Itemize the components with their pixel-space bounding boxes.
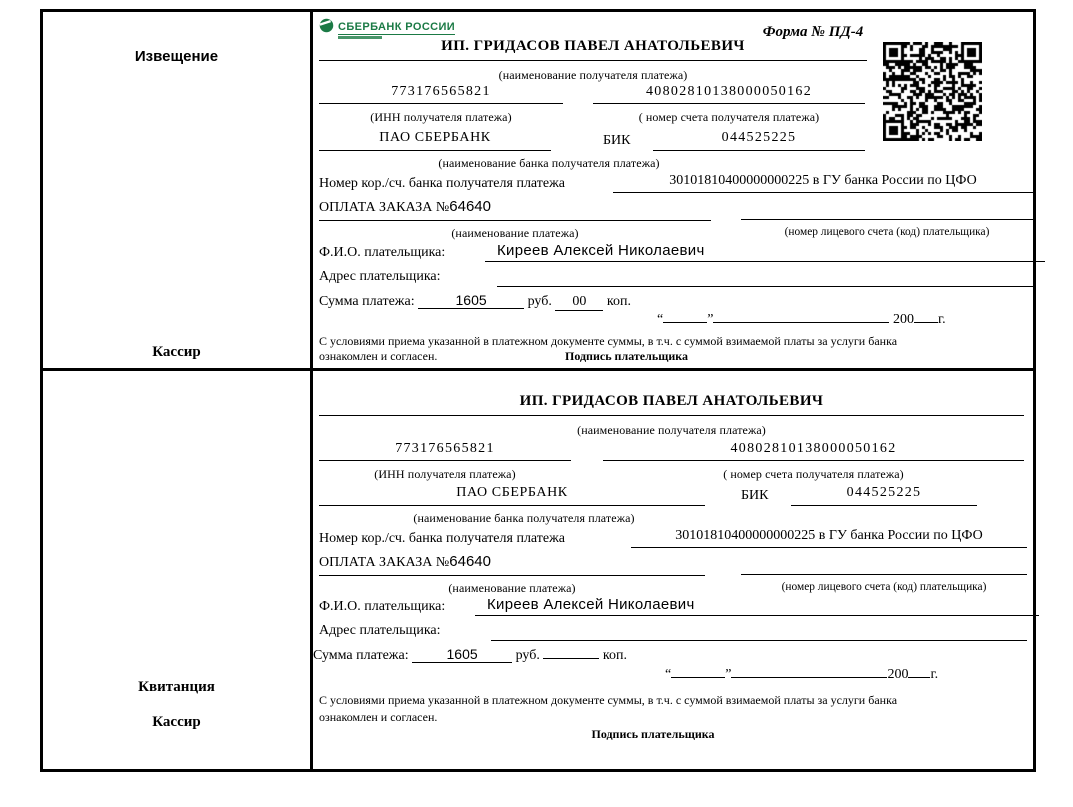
sberbank-emblem-icon [319, 18, 334, 38]
payment-name-label: ОПЛАТА ЗАКАЗА № [319, 200, 450, 215]
kop-label: коп. [606, 294, 631, 309]
corr-account-value: 30101810400000000225 в ГУ банка России по ЦФО [631, 528, 1027, 548]
terms-line1: С условиями приема указанной в платежном документе суммы, в т.ч. с суммой взимаемой платы за услуги банка [319, 693, 898, 707]
sum-kop-value: 00 [555, 294, 603, 311]
terms-line1: С условиями приема указанной в платежном документе суммы, в т.ч. с суммой взимаемой платы за услуги банка [319, 334, 898, 348]
personal-account-line [741, 553, 1027, 575]
year-suffix: г. [930, 667, 939, 682]
payment-caption: (наименование платежа) [451, 226, 579, 240]
bik-label: БИК [741, 488, 769, 503]
payer-label: Ф.И.О. плательщика: [319, 599, 446, 614]
date-day-line [671, 677, 725, 678]
payer-name-value: Киреев Алексей Николаевич [485, 242, 1045, 262]
open-quote: “ [657, 312, 664, 327]
kop-label: коп. [602, 648, 627, 663]
bank-name: ПАО СБЕРБАНК [319, 130, 551, 151]
bik-value: 044525225 [791, 485, 977, 506]
bank-name: ПАО СБЕРБАНК [319, 485, 705, 506]
sberbank-logo [319, 17, 455, 39]
close-quote: ” [707, 312, 714, 327]
close-quote: ” [725, 667, 732, 682]
address-value [497, 268, 1033, 287]
sum-row [319, 292, 631, 311]
payee-name: ИП. ГРИДАСОВ ПАВЕЛ АНАТОЛЬЕВИЧ [319, 38, 867, 61]
receipt-main-cell [313, 371, 1033, 769]
corr-account-value: 30101810400000000225 в ГУ банка России по ЦФО [613, 173, 1033, 193]
account-value: 40802810138000050162 [603, 441, 1024, 461]
open-quote: “ [665, 667, 672, 682]
sum-label: Сумма платежа: [313, 648, 409, 663]
corr-account-label: Номер кор./сч. банка получателя платежа [319, 531, 565, 546]
account-value: 40802810138000050162 [593, 84, 865, 104]
payment-name-label: ОПЛАТА ЗАКАЗА № [319, 555, 450, 570]
personal-account-caption: (номер лицевого счета (код) плательщика) [784, 226, 990, 238]
payment-caption: (наименование платежа) [448, 581, 576, 595]
receipt-side-cell [43, 371, 313, 769]
date-day-line [663, 322, 707, 323]
sum-rub-value: 1605 [418, 292, 524, 309]
notice-cashier-label: Кассир [152, 344, 201, 360]
sum-label: Сумма платежа: [319, 294, 415, 309]
notice-side-cell [43, 12, 313, 371]
date-row [665, 667, 995, 683]
receipt-cashier-label: Кассир [152, 714, 201, 730]
sum-row [313, 646, 627, 664]
sum-rub-value: 1605 [412, 646, 512, 663]
year-prefix: 200 [887, 667, 909, 682]
bik-value: 044525225 [653, 130, 865, 151]
year-prefix: 200 [892, 312, 914, 327]
bank-caption: (наименование банка получателя платежа) [438, 156, 660, 170]
payment-name-row [319, 553, 705, 576]
payee-caption: (наименование получателя платежа) [498, 68, 688, 82]
date-month-line [731, 677, 887, 678]
personal-account-line [741, 198, 1033, 220]
inn-caption: (ИНН получателя платежа) [370, 110, 512, 124]
payer-label: Ф.И.О. плательщика: [319, 245, 446, 260]
corr-account-label: Номер кор./сч. банка получателя платежа [319, 176, 565, 191]
order-number: 64640 [449, 198, 491, 215]
payer-name-value: Киреев Алексей Николаевич [475, 596, 1039, 616]
sberbank-logo-text: СБЕРБАНК РОССИИ [338, 21, 456, 33]
address-label: Адрес плательщика: [319, 269, 441, 284]
address-value [491, 622, 1027, 641]
terms-line2: ознакомлен и согласен. [319, 710, 438, 724]
payment-name-row [319, 198, 711, 221]
date-row [657, 312, 987, 328]
account-caption: ( номер счета получателя платежа) [723, 467, 904, 481]
bank-caption: (наименование банка получателя платежа) [413, 511, 635, 525]
terms-line2: ознакомлен и согласен. [319, 349, 438, 363]
form-number-label: Форма № ПД-4 [762, 24, 864, 40]
bik-label: БИК [603, 133, 631, 148]
inn-caption: (ИНН получателя платежа) [374, 467, 516, 481]
qr-code [883, 42, 982, 141]
date-year-line [908, 677, 930, 678]
signature-label: Подпись плательщика [591, 727, 715, 741]
account-caption: ( номер счета получателя платежа) [638, 110, 820, 124]
sum-kop-value [543, 658, 599, 659]
order-number: 64640 [449, 553, 491, 570]
notice-section-label: Извещение [134, 48, 219, 65]
rub-label: руб. [515, 648, 540, 663]
date-month-line [713, 322, 889, 323]
payee-caption: (наименование получателя платежа) [577, 423, 766, 437]
form-sheet [40, 9, 1036, 772]
address-label: Адрес плательщика: [319, 623, 441, 638]
notice-main-cell [313, 12, 1033, 371]
rub-label: руб. [527, 294, 552, 309]
date-year-line [914, 322, 938, 323]
payee-name: ИП. ГРИДАСОВ ПАВЕЛ АНАТОЛЬЕВИЧ [319, 393, 1024, 416]
inn-value: 773176565821 [319, 84, 563, 104]
year-suffix: г. [937, 312, 946, 327]
signature-label: Подпись плательщика [565, 349, 688, 363]
personal-account-caption: (номер лицевого счета (код) плательщика) [781, 581, 987, 593]
receipt-section-label: Квитанция [138, 679, 215, 695]
inn-value: 773176565821 [319, 441, 571, 461]
